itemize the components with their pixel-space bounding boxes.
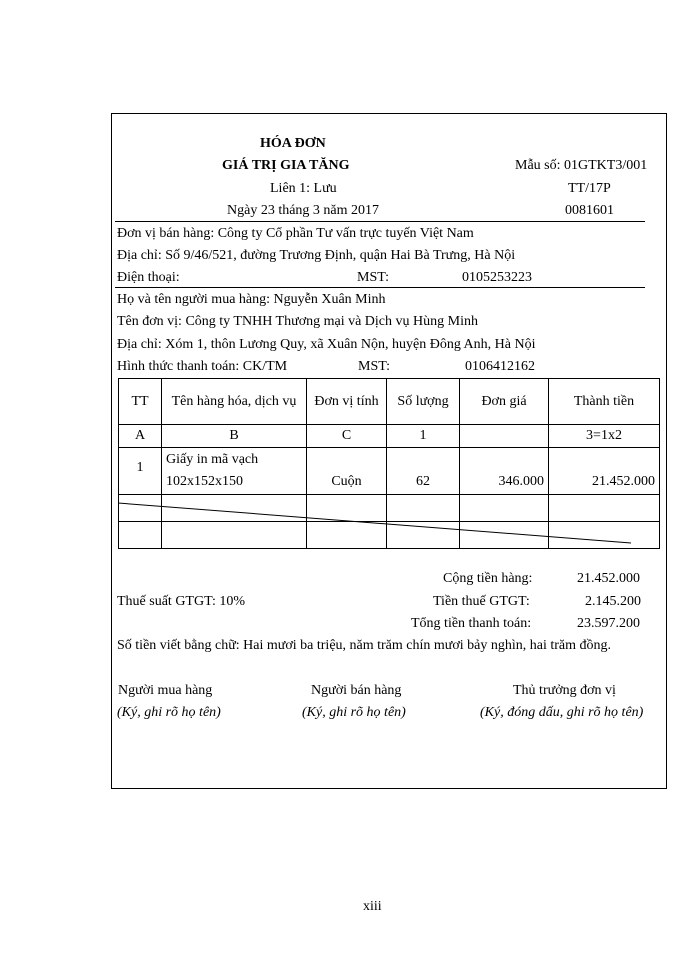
subtotal-value: 21.452.000	[577, 571, 640, 586]
row-price: 346.000	[460, 448, 549, 495]
subtotal-label: Cộng tiền hàng:	[443, 571, 533, 586]
invoice-date: Ngày 23 tháng 3 năm 2017	[227, 203, 380, 218]
col-header-tt: TT	[119, 379, 162, 425]
code-cell: 3=1x2	[549, 425, 660, 448]
invoice-symbol: TT/17P	[568, 181, 611, 196]
row-tt: 1	[119, 448, 162, 495]
col-header-qty: Số lượng	[387, 379, 460, 425]
total-label: Tổng tiền thanh toán:	[411, 616, 532, 631]
invoice-number: 0081601	[565, 203, 614, 218]
director-signature-note: (Ký, đóng dấu, ghi rõ họ tên)	[480, 705, 644, 720]
row-qty: 62	[387, 448, 460, 495]
seller-phone-label: Điện thoại:	[117, 270, 180, 285]
payment-method: Hình thức thanh toán: CK/TM	[117, 359, 288, 374]
vat-label: Tiền thuế GTGT:	[433, 594, 530, 609]
row-item-name-line2: 102x152x150	[166, 474, 243, 489]
code-cell: B	[162, 425, 307, 448]
code-cell: 1	[387, 425, 460, 448]
col-header-amount: Thành tiền	[549, 379, 660, 425]
director-signature-role: Thủ trưởng đơn vị	[513, 683, 616, 698]
invoice-title: HÓA ĐƠN	[260, 136, 326, 151]
seller-signature-role: Người bán hàng	[311, 683, 402, 698]
vat-rate: Thuế suất GTGT: 10%	[117, 594, 245, 609]
invoice-subtitle: GIÁ TRỊ GIA TĂNG	[222, 158, 350, 173]
code-cell: C	[307, 425, 387, 448]
seller-tax-code: 0105253223	[462, 270, 532, 285]
copy-label: Liên 1: Lưu	[270, 181, 337, 196]
buyer-signature-note: (Ký, ghi rõ họ tên)	[117, 705, 221, 720]
buyer-address: Địa chỉ: Xóm 1, thôn Lương Quy, xã Xuân Nộn, huyện Đông Anh, Hà Nội	[117, 337, 536, 352]
total-value: 23.597.200	[577, 616, 640, 631]
form-number: Mẫu số: 01GTKT3/001	[515, 158, 648, 173]
row-unit: Cuộn	[307, 448, 387, 495]
seller-name: Đơn vị bán hàng: Công ty Cổ phần Tư vấn trực tuyến Việt Nam	[117, 226, 474, 241]
col-header-name: Tên hàng hóa, dịch vụ	[162, 379, 307, 425]
seller-signature-note: (Ký, ghi rõ họ tên)	[302, 705, 406, 720]
row-item-name-line1: Giấy in mã vạch	[166, 452, 259, 467]
code-cell: A	[119, 425, 162, 448]
buyer-signature-role: Người mua hàng	[118, 683, 213, 698]
page-number: xiii	[363, 899, 382, 914]
col-header-price: Đơn giá	[460, 379, 549, 425]
buyer-tax-label: MST:	[358, 359, 390, 374]
vat-value: 2.145.200	[585, 594, 641, 609]
buyer-unit: Tên đơn vị: Công ty TNHH Thương mại và Dịch vụ Hùng Minh	[117, 314, 478, 329]
row-amount: 21.452.000	[549, 448, 660, 495]
amount-in-words: Số tiền viết bằng chữ: Hai mươi ba triệu, năm trăm chín mươi bảy nghìn, hai trăm đồng.	[117, 638, 612, 653]
buyer-name: Họ và tên người mua hàng: Nguyễn Xuân Minh	[117, 292, 386, 307]
col-header-unit: Đơn vị tính	[307, 379, 387, 425]
seller-address: Địa chỉ: Số 9/46/521, đường Trương Định, quận Hai Bà Trưng, Hà Nội	[117, 248, 516, 263]
seller-tax-label: MST:	[357, 270, 389, 285]
buyer-tax-code: 0106412162	[465, 359, 535, 374]
